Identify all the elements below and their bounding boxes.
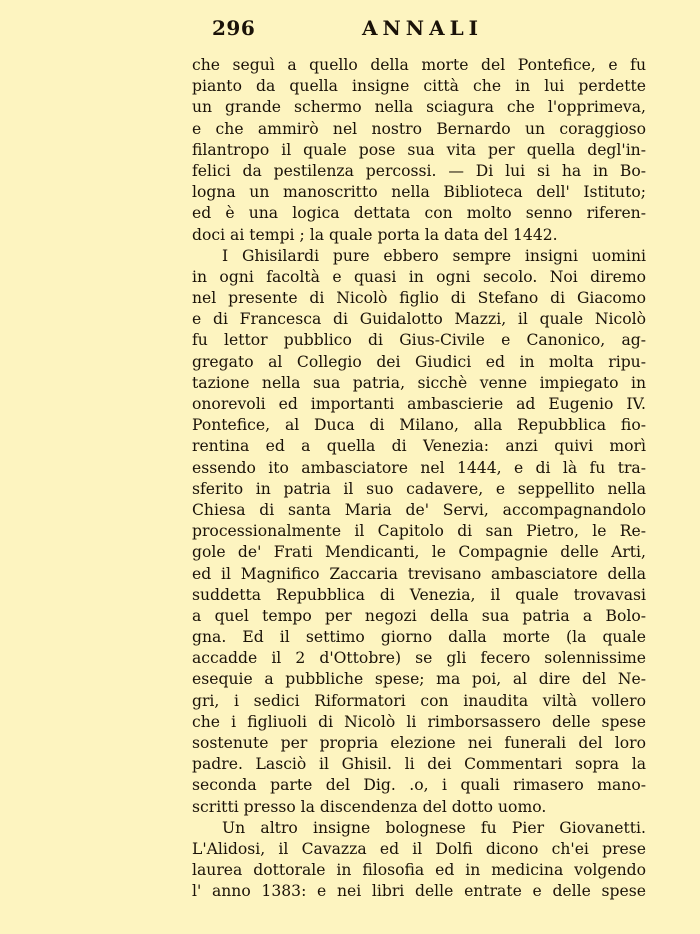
text-line: processionalmente il Capitolo di san Pietro, le Re-: [192, 522, 646, 541]
text-line: a quel tempo per negozi della sua patria a Bolo-: [192, 606, 646, 625]
text-line: essendo ito ambasciatore nel 1444, e di là fu tra-: [192, 458, 646, 477]
text-line: doci ai tempi ; la quale porta la data del 1442.: [192, 225, 558, 244]
text-line: un grande schermo nella sciagura che l'opprimeva,: [192, 98, 646, 117]
text-line: tazione nella sua patria, sicchè venne impiegato in: [192, 373, 646, 392]
text-line: gole de' Frati Mendicanti, le Compagnie delle Arti,: [192, 543, 646, 562]
text-line: gri, i sedici Riformatori con inaudita viltà vollero: [192, 691, 646, 710]
page-header: [0, 16, 700, 40]
text-line: sostenute per propria elezione nei funerali del loro: [192, 734, 646, 752]
text-line: esequie a pubbliche spese; ma poi, al dire del Ne-: [192, 670, 646, 689]
text-line: pianto da quella insigne città che in lui perdette: [192, 77, 646, 96]
text-line: e di Francesca di Guidalotto Mazzi, il quale Nicolò: [192, 310, 646, 329]
text-line: I Ghisilardi pure ebbero sempre insigni uomini: [222, 246, 646, 265]
text-line: logna un manoscritto nella Biblioteca dell' Istituto;: [192, 183, 646, 202]
text-line: suddetta Repubblica di Venezia, il quale trovavasi: [192, 585, 646, 604]
text-line: onorevoli ed importanti ambascierie ad Eugenio IV.: [192, 395, 646, 413]
text-line: in ogni facoltà e quasi in ogni secolo. Noi diremo: [192, 267, 646, 286]
text-line: nel presente di Nicolò figlio di Stefano di Giacomo: [192, 289, 646, 308]
text-line: seconda parte del Dig. .o, i quali rimasero mano-: [192, 776, 646, 795]
text-line: ed il Magnifico Zaccaria trevisano ambasciatore della: [192, 564, 646, 583]
text-line: Un altro insigne bolognese fu Pier Giovanetti.: [222, 818, 646, 837]
text-line: Pontefice, al Duca di Milano, alla Repubblica fio-: [192, 416, 646, 435]
text-line: che seguì a quello della morte del Pontefice, e fu: [192, 56, 646, 74]
text-line: gna. Ed il settimo giorno dalla morte (la quale: [192, 628, 646, 647]
text-line: gregato al Collegio dei Giudici ed in molta ripu-: [192, 352, 646, 371]
text-line: Chiesa di santa Maria de' Servi, accompagnandolo: [192, 500, 646, 519]
text-line: sferito in patria il suo cadavere, e seppellito nella: [192, 479, 646, 498]
page-number: 296: [212, 16, 256, 40]
text-line: L'Alidosi, il Cavazza ed il Dolfi dicono ch'ei prese: [192, 839, 646, 858]
text-line: padre. Lasciò il Ghisil. li dei Commentari sopra la: [192, 755, 646, 774]
text-line: filantropo il quale pose sua vita per quella degl'in-: [192, 140, 646, 159]
text-line: e che ammirò nel nostro Bernardo un coraggioso: [192, 119, 646, 138]
text-line: che i figliuoli di Nicolò li rimborsassero delle spese: [192, 712, 646, 731]
running-title: ANNALI: [362, 16, 484, 40]
body-text: [192, 55, 646, 903]
text-line: accadde il 2 d'Ottobre) se gli fecero solennissime: [192, 649, 646, 668]
text-line: laurea dottorale in filosofia ed in medicina volgendo: [192, 861, 646, 880]
text-line: ed è una logica dettata con molto senno riferen-: [192, 204, 646, 223]
text-line: felici da pestilenza percossi. — Di lui si ha in Bo-: [192, 161, 646, 180]
text-line: rentina ed a quella di Venezia: anzi quivi morì: [192, 437, 646, 456]
text-line: l' anno 1383: e nei libri delle entrate e delle spese: [192, 882, 646, 901]
text-line: fu lettor pubblico di Gius-Civile e Canonico, ag-: [192, 331, 646, 350]
text-line: scritti presso la discendenza del dotto uomo.: [192, 797, 547, 816]
